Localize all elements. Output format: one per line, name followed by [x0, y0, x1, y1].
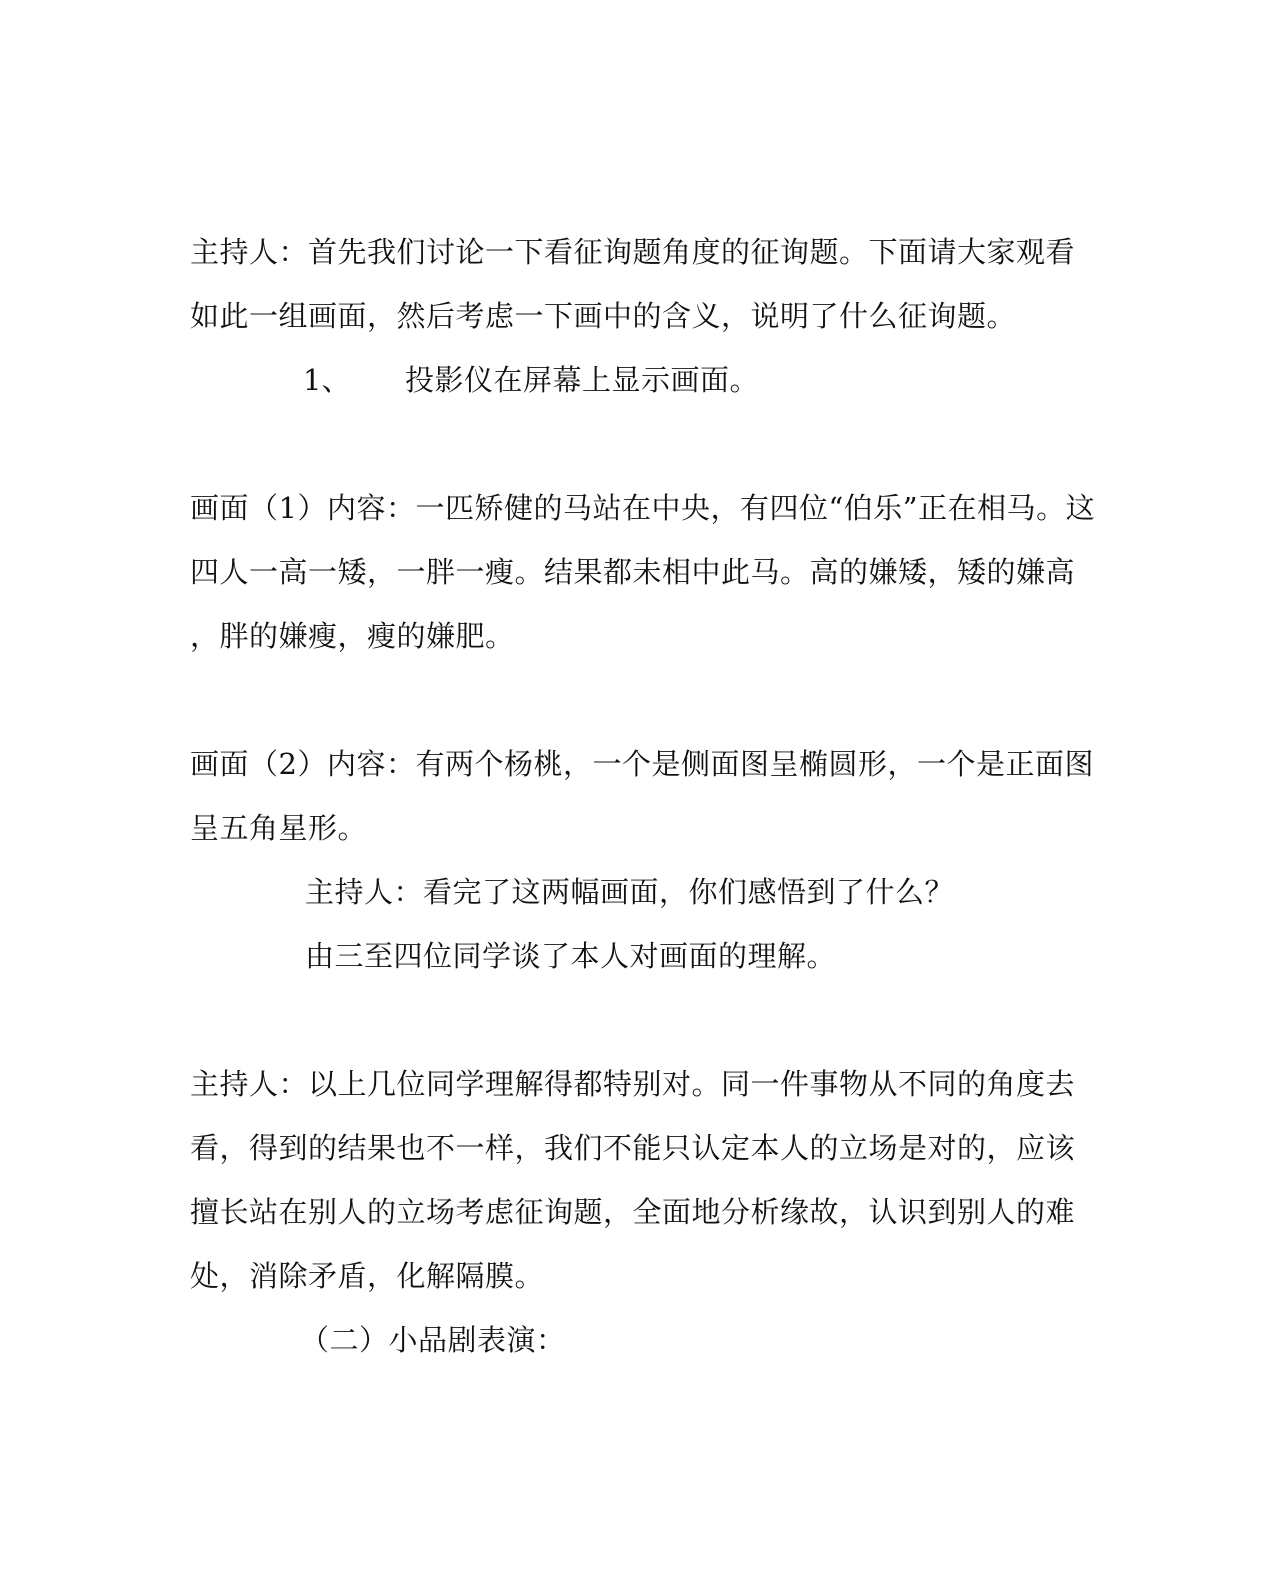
paragraph-host-question: 主持人：看完了这两幅画面，你们感悟到了什么？: [305, 875, 955, 909]
paragraph-picture-2-line-1: 画面（2）内容：有两个杨桃，一个是侧面图呈椭圆形，一个是正面图: [190, 747, 1094, 781]
paragraph-host-summary-line-1: 主持人：以上几位同学理解得都特别对。同一件事物从不同的角度去: [190, 1067, 1076, 1101]
paragraph-host-intro-line-1: 主持人：首先我们讨论一下看征询题角度的征询题。下面请大家观看: [190, 235, 1076, 269]
paragraph-host-summary-line-2: 看，得到的结果也不一样，我们不能只认定本人的立场是对的，应该: [190, 1131, 1076, 1165]
paragraph-host-intro-line-2: 如此一组画面，然后考虑一下画中的含义，说明了什么征询题。: [190, 299, 1017, 333]
paragraph-picture-1-line-1: 画面（1）内容：一匹矫健的马站在中央，有四位“伯乐”正在相马。这: [190, 491, 1096, 525]
paragraph-picture-1-line-2: 四人一高一矮，一胖一瘦。结果都未相中此马。高的嫌矮，矮的嫌高: [190, 555, 1076, 589]
list-item-text: 投影仪在屏幕上显示画面。: [405, 363, 760, 397]
list-item-number: 1、: [303, 363, 351, 397]
paragraph-host-summary-line-3: 擅长站在别人的立场考虑征询题，全面地分析缘故，认识到别人的难: [190, 1195, 1076, 1229]
paragraph-picture-2-line-2: 呈五角星形。: [190, 811, 368, 845]
paragraph-host-summary-line-4: 处，消除矛盾，化解隔膜。: [190, 1259, 545, 1293]
paragraph-picture-1-line-3: ，胖的嫌瘦，瘦的嫌肥。: [190, 619, 515, 653]
section-heading-skit: （二）小品剧表演：: [300, 1323, 566, 1357]
paragraph-students-discuss: 由三至四位同学谈了本人对画面的理解。: [305, 939, 837, 973]
